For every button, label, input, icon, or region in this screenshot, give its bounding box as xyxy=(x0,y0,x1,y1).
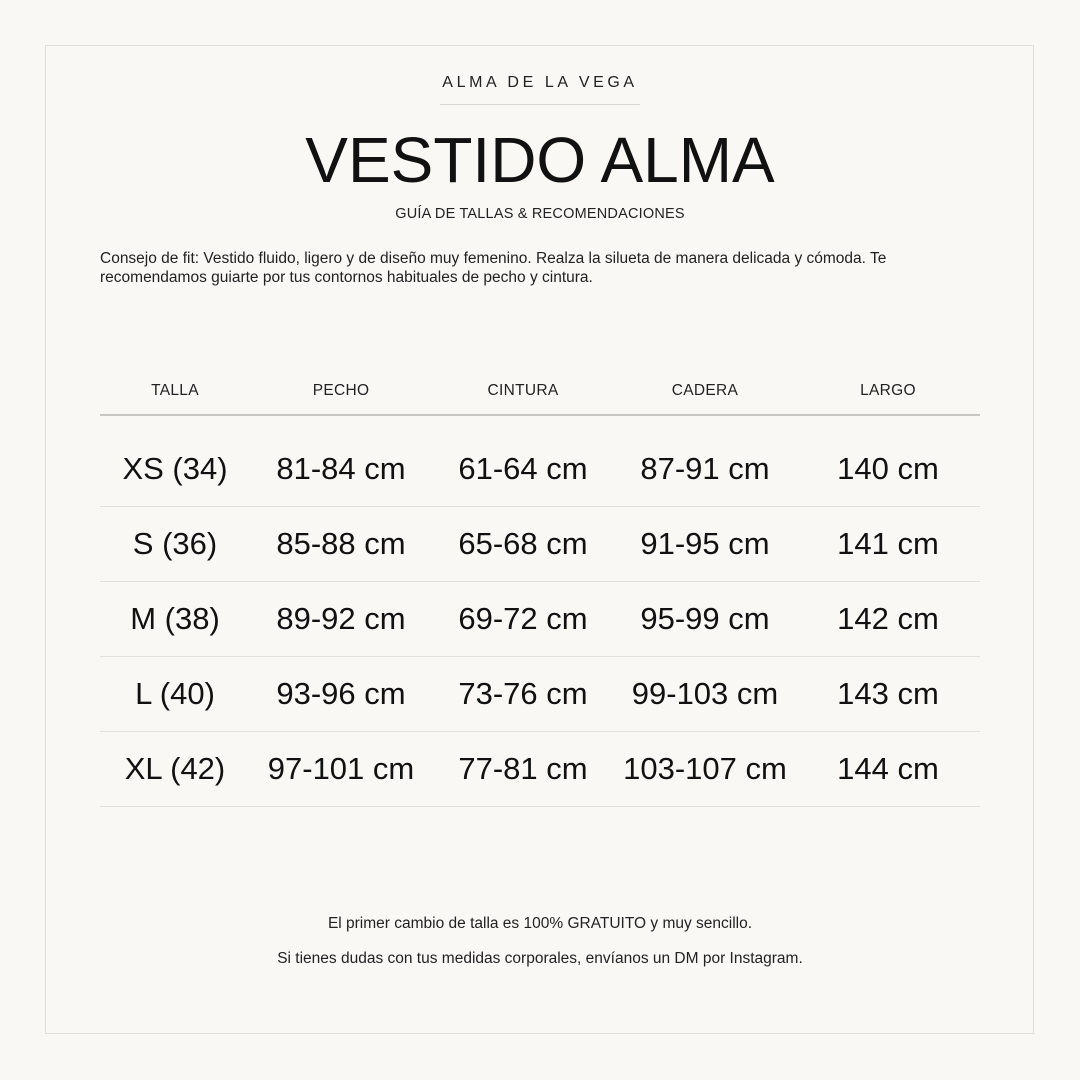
size-cell: M (38) xyxy=(100,581,250,656)
column-header-cintura: CINTURA xyxy=(432,368,614,415)
length-cell: 140 cm xyxy=(796,415,980,506)
column-header-cadera: CADERA xyxy=(614,368,796,415)
table-row xyxy=(100,731,980,806)
waist-cell: 69-72 cm xyxy=(432,581,614,656)
brand-name: ALMA DE LA VEGA xyxy=(442,74,638,91)
column-header-talla: TALLA xyxy=(100,368,250,415)
table-row xyxy=(100,506,980,581)
chest-cell: 97-101 cm xyxy=(250,731,432,806)
size-cell: S (36) xyxy=(100,506,250,581)
chest-cell: 93-96 cm xyxy=(250,656,432,731)
hip-cell: 95-99 cm xyxy=(614,581,796,656)
page-subtitle: GUÍA DE TALLAS & RECOMENDACIONES xyxy=(395,206,685,222)
brand-divider xyxy=(440,104,640,105)
table-row xyxy=(100,415,980,506)
column-header-largo: LARGO xyxy=(796,368,980,415)
chest-cell: 89-92 cm xyxy=(250,581,432,656)
length-cell: 141 cm xyxy=(796,506,980,581)
size-cell: L (40) xyxy=(100,656,250,731)
table-header-row xyxy=(100,368,980,415)
waist-cell: 65-68 cm xyxy=(432,506,614,581)
size-cell: XL (42) xyxy=(100,731,250,806)
waist-cell: 61-64 cm xyxy=(432,415,614,506)
size-table xyxy=(100,368,980,807)
contact-note: Si tienes dudas con tus medidas corporales, envíanos un DM por Instagram. xyxy=(277,950,803,967)
hip-cell: 87-91 cm xyxy=(614,415,796,506)
hip-cell: 91-95 cm xyxy=(614,506,796,581)
hip-cell: 99-103 cm xyxy=(614,656,796,731)
length-cell: 142 cm xyxy=(796,581,980,656)
table-row xyxy=(100,581,980,656)
length-cell: 143 cm xyxy=(796,656,980,731)
fit-tip: Consejo de fit: Vestido fluido, ligero y de diseño muy femenino. Realza la silueta de manera delicada y cómoda. Te recomendamos guiarte por tus contornos habituales de pecho y cintura. xyxy=(100,250,887,286)
column-header-pecho: PECHO xyxy=(250,368,432,415)
size-cell: XS (34) xyxy=(100,415,250,506)
table-row xyxy=(100,656,980,731)
exchange-note: El primer cambio de talla es 100% GRATUITO y muy sencillo. xyxy=(327,915,753,932)
page-title: VESTIDO ALMA xyxy=(305,124,775,196)
chest-cell: 85-88 cm xyxy=(250,506,432,581)
waist-cell: 77-81 cm xyxy=(432,731,614,806)
hip-cell: 103-107 cm xyxy=(614,731,796,806)
chest-cell: 81-84 cm xyxy=(250,415,432,506)
length-cell: 144 cm xyxy=(796,731,980,806)
waist-cell: 73-76 cm xyxy=(432,656,614,731)
